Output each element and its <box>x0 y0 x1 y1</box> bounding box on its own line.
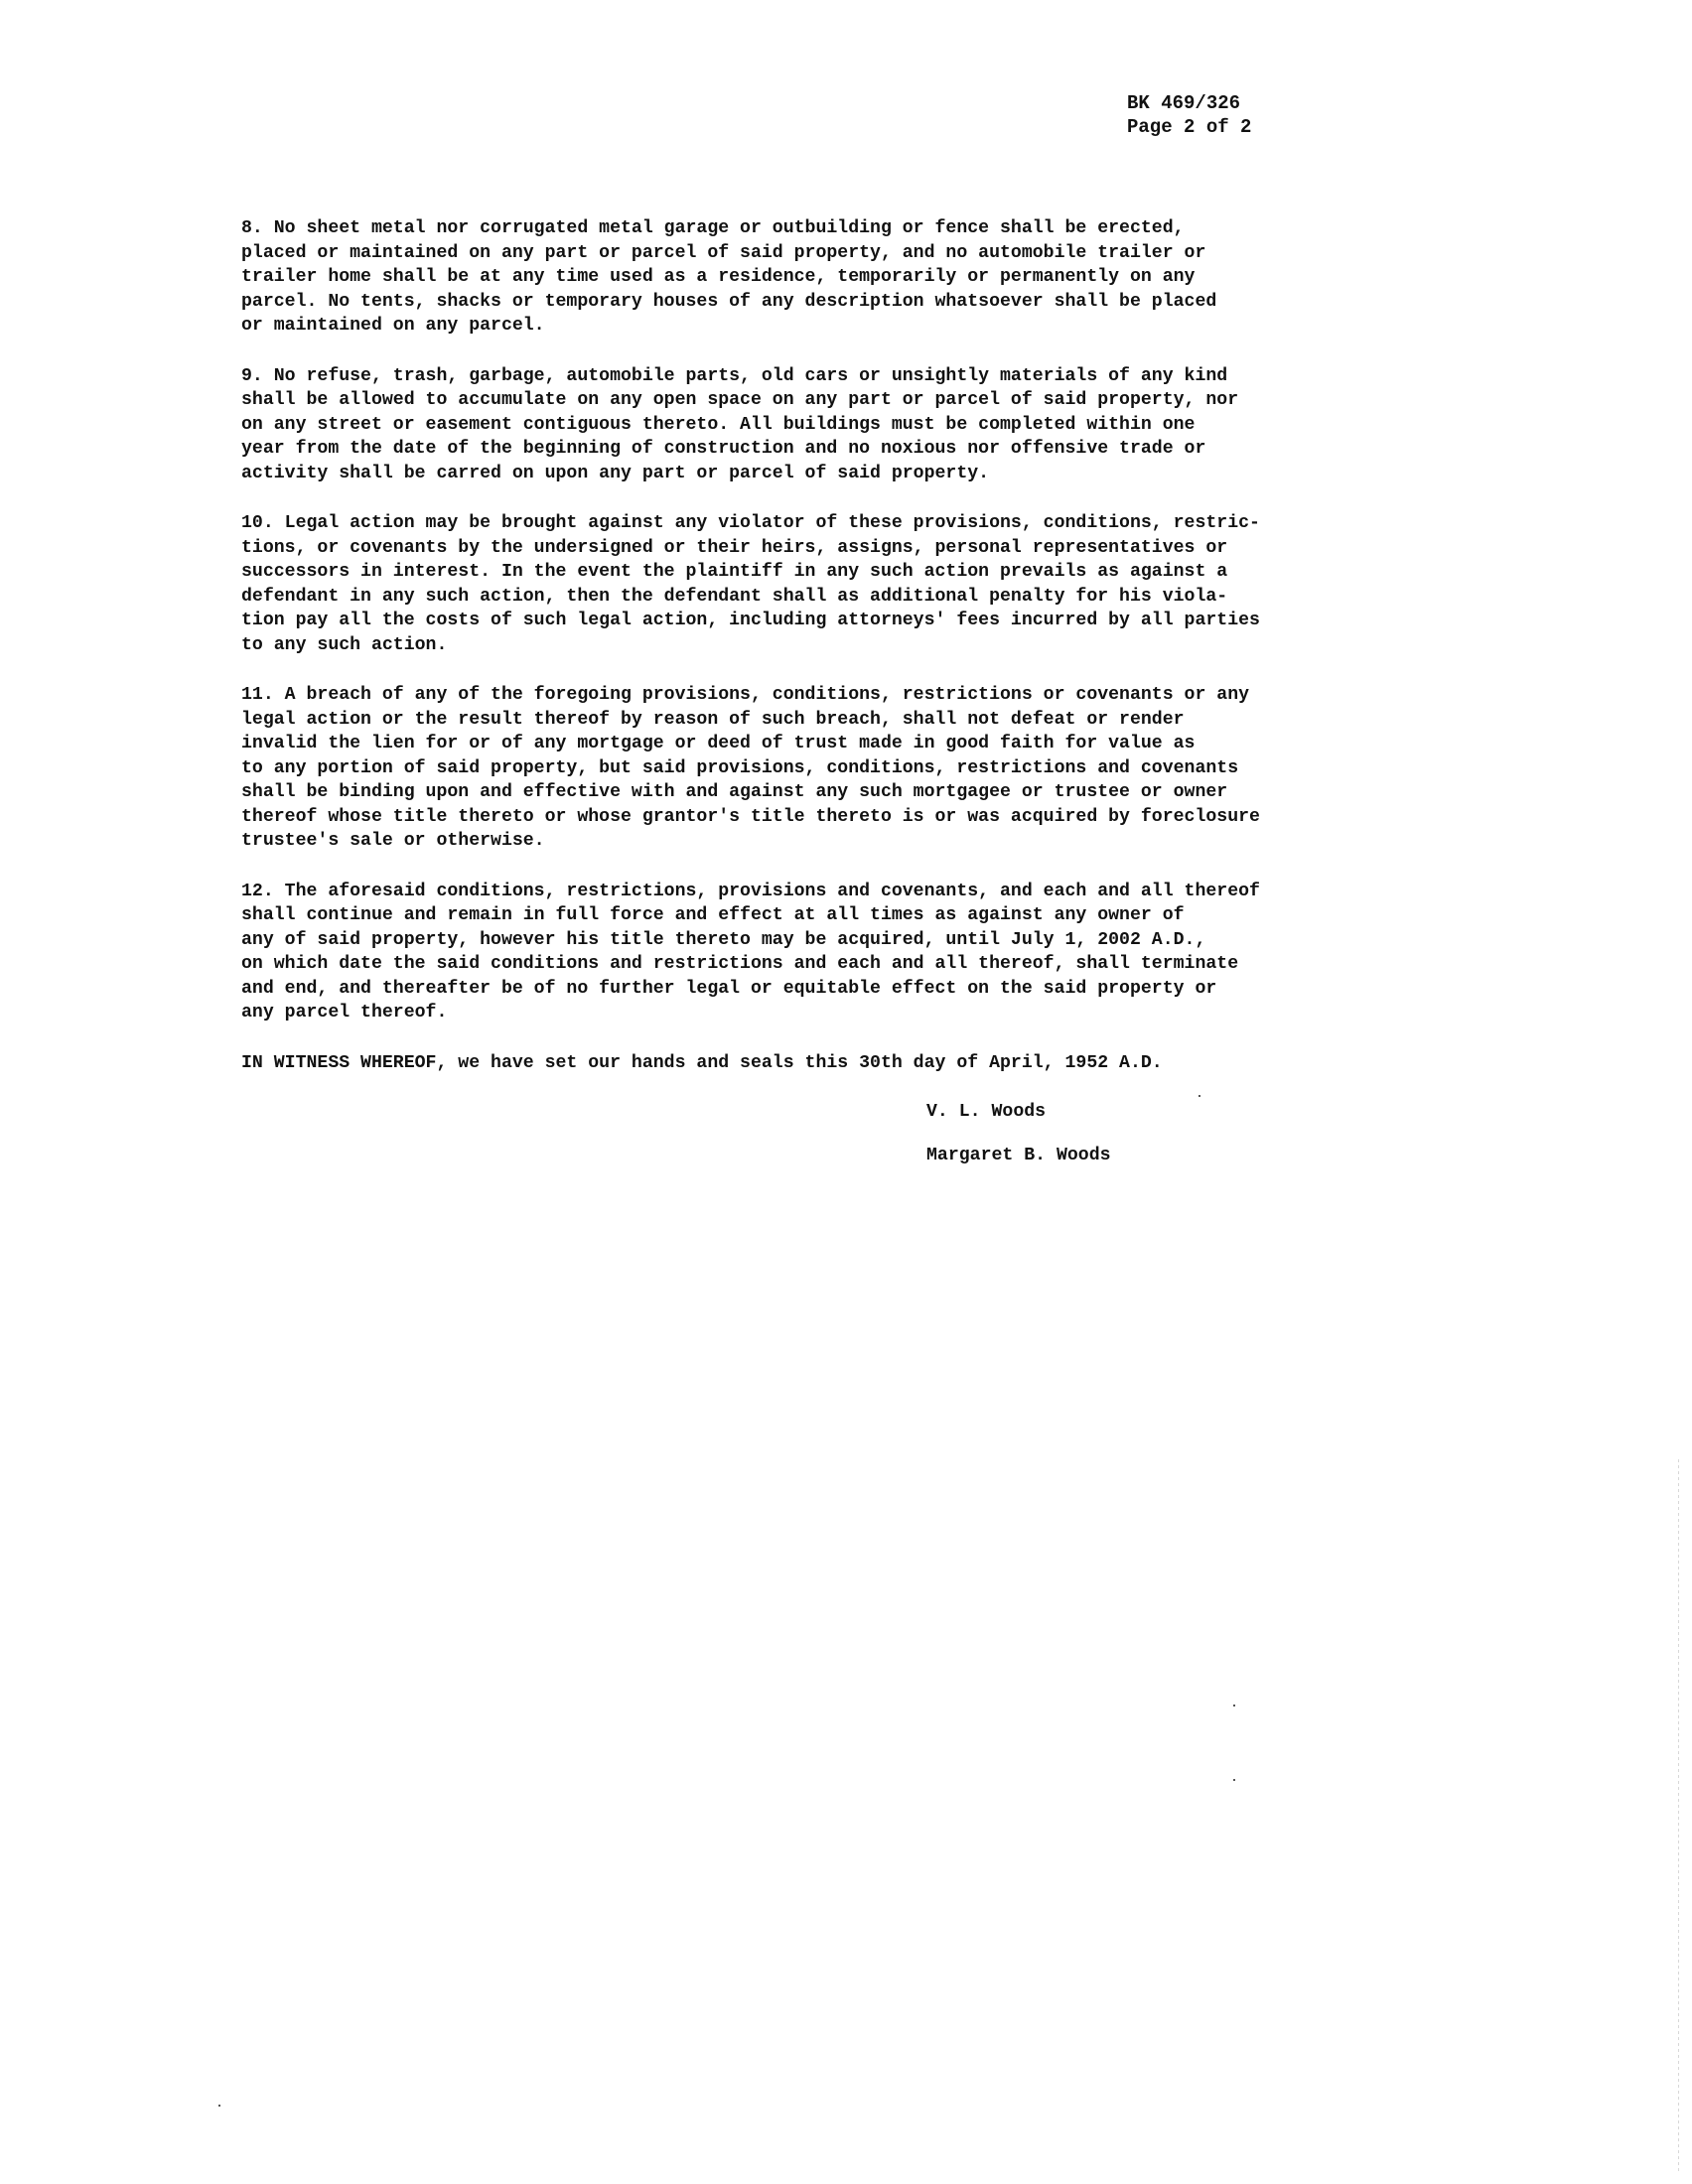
paragraph-12 <box>241 880 1433 1025</box>
text-line: 8. No sheet metal nor corrugated metal garage or outbuilding or fence shall be erected, <box>241 218 1185 238</box>
text-line: thereof whose title thereto or whose grantor's title thereto is or was acquired by foreclosure <box>241 806 1260 827</box>
text-line: parcel. No tents, shacks or temporary houses of any description whatsoever shall be placed <box>241 291 1217 312</box>
scan-edge-artifact <box>1678 1459 1679 2174</box>
text-line: placed or maintained on any part or parcel of said property, and no automobile trailer or <box>241 242 1206 263</box>
text-line: legal action or the result thereof by reason of such breach, shall not defeat or render <box>241 709 1185 730</box>
paragraph-8 <box>241 216 1433 339</box>
scan-speck <box>1233 1779 1235 1781</box>
paragraph-9 <box>241 364 1433 486</box>
paragraph-11 <box>241 683 1433 854</box>
scan-speck <box>218 2105 220 2107</box>
text-line: to any such action. <box>241 634 448 655</box>
text-line: 11. A breach of any of the foregoing provisions, conditions, restrictions or covenants or any <box>241 685 1250 705</box>
text-line: shall continue and remain in full force and effect at all times as against any owner of <box>241 905 1185 925</box>
signature-block <box>926 1102 1111 1189</box>
text-line: trustee's sale or otherwise. <box>241 831 545 851</box>
text-line: shall be binding upon and effective with and against any such mortgagee or trustee or owner <box>241 782 1228 802</box>
text-line: or maintained on any parcel. <box>241 316 545 336</box>
text-line: shall be allowed to accumulate on any open space on any part or parcel of said property, nor <box>241 390 1239 410</box>
text-line: any of said property, however his title thereto may be acquired, until July 1, 2002 A.D., <box>241 929 1206 950</box>
scan-speck <box>1198 1095 1200 1097</box>
text-line: to any portion of said property, but said provisions, conditions, restrictions and covenants <box>241 757 1239 778</box>
text-line: successors in interest. In the event the plaintiff in any such action prevails as against a <box>241 562 1228 582</box>
text-line: tion pay all the costs of such legal action, including attorneys' fees incurred by all parties <box>241 611 1260 630</box>
text-line: trailer home shall be at any time used as a residence, temporarily or permanently on any <box>241 267 1196 287</box>
signature-name: Margaret B. Woods <box>926 1146 1111 1165</box>
text-line: any parcel thereof. <box>241 1003 448 1023</box>
witness-clause: IN WITNESS WHEREOF, we have set our hands and seals this 30th day of April, 1952 A.D. <box>241 1052 1163 1073</box>
text-line: year from the date of the beginning of construction and no noxious nor offensive trade or <box>241 439 1206 459</box>
paragraph-10 <box>241 511 1433 657</box>
book-reference: BK 469/326 <box>1127 92 1241 114</box>
text-line: 9. No refuse, trash, garbage, automobile parts, old cars or unsightly materials of any kind <box>241 365 1228 386</box>
signature-name: V. L. Woods <box>926 1102 1047 1122</box>
text-line: tions, or covenants by the undersigned or their heirs, assigns, personal representatives or <box>241 537 1228 558</box>
text-line: on which date the said conditions and restrictions and each and all thereof, shall terminate <box>241 954 1239 974</box>
text-line: defendant in any such action, then the defendant shall as additional penalty for his viola- <box>241 586 1228 607</box>
page-reference <box>1127 91 1251 139</box>
text-line: invalid the lien for or of any mortgage or deed of trust made in good faith for value as <box>241 734 1196 753</box>
text-line: on any street or easement contiguous thereto. All buildings must be completed within one <box>241 414 1196 435</box>
text-line: activity shall be carred on upon any part or parcel of said property. <box>241 463 990 483</box>
document-body <box>241 216 1433 1075</box>
text-line: and end, and thereafter be of no further legal or equitable effect on the said property or <box>241 978 1217 999</box>
page-number: Page 2 of 2 <box>1127 116 1252 138</box>
text-line: 12. The aforesaid conditions, restrictions, provisions and covenants, and each and all thereof <box>241 881 1260 901</box>
scan-speck <box>1233 1705 1235 1706</box>
text-line: 10. Legal action may be brought against any violator of these provisions, conditions, restric- <box>241 513 1260 533</box>
